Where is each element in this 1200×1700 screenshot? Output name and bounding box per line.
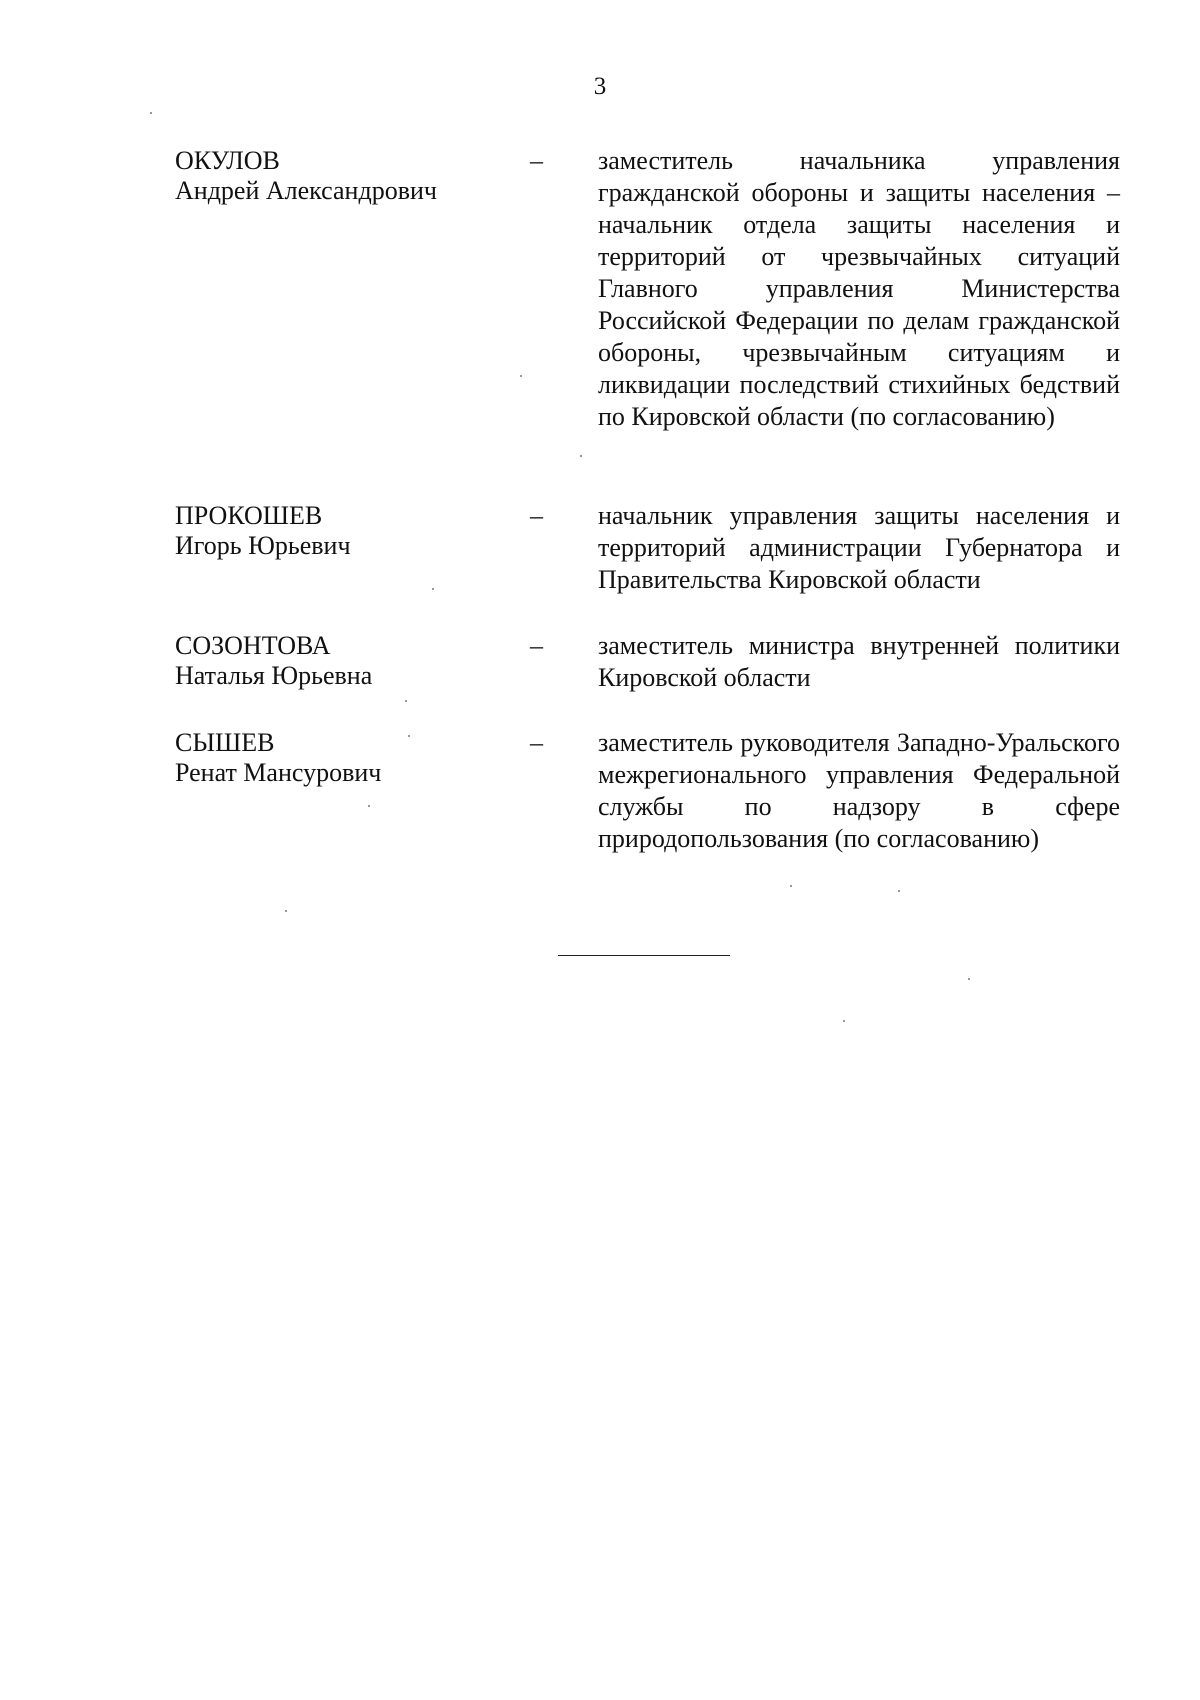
- scan-speck: [843, 1020, 845, 1022]
- scan-speck: [790, 885, 792, 887]
- dash-separator: –: [530, 631, 543, 660]
- closing-rule: [558, 955, 730, 956]
- scan-speck: [405, 700, 407, 702]
- member-surname: ОКУЛОВ: [175, 146, 280, 175]
- member-given-names: Андрей Александрович: [175, 176, 437, 205]
- scan-speck: [432, 588, 434, 590]
- scan-speck: [150, 112, 152, 114]
- member-surname: СОЗОНТОВА: [175, 631, 331, 660]
- scan-speck: [285, 910, 287, 912]
- member-given-names: Наталья Юрьевна: [175, 661, 373, 690]
- scan-speck: [968, 978, 970, 980]
- member-position: заместитель начальника управления гражданской обороны и защиты населения – начальник отдела защиты населения и территорий от чрезвычайных ситуаций Главного управления Министерства Российской Федерации по делам гражданской обороны, чрезвычайным ситуациям и ликвидации последствий стихийных бедствий по Кировской области (по согласованию): [598, 146, 1120, 431]
- scan-speck: [520, 375, 522, 377]
- member-position: заместитель министра внутренней политики Кировской области: [598, 631, 1120, 692]
- dash-separator: –: [530, 501, 543, 530]
- member-surname: СЫШЕВ: [175, 728, 275, 757]
- dash-separator: –: [530, 146, 543, 175]
- scan-speck: [898, 890, 900, 892]
- scan-speck: [408, 735, 410, 737]
- scan-speck: [580, 455, 582, 457]
- member-surname: ПРОКОШЕВ: [175, 501, 323, 530]
- member-given-names: Игорь Юрьевич: [175, 531, 351, 560]
- scan-speck: [368, 805, 370, 807]
- member-position: начальник управления защиты населения и территорий администрации Губернатора и Правительства Кировской области: [598, 501, 1120, 594]
- page-number: 3: [593, 73, 607, 100]
- dash-separator: –: [530, 728, 543, 757]
- member-position: заместитель руководителя Западно-Уральского межрегионального управления Федеральной службы по надзору в сфере природопользования (по согласованию): [598, 728, 1120, 853]
- member-given-names: Ренат Мансурович: [175, 758, 382, 787]
